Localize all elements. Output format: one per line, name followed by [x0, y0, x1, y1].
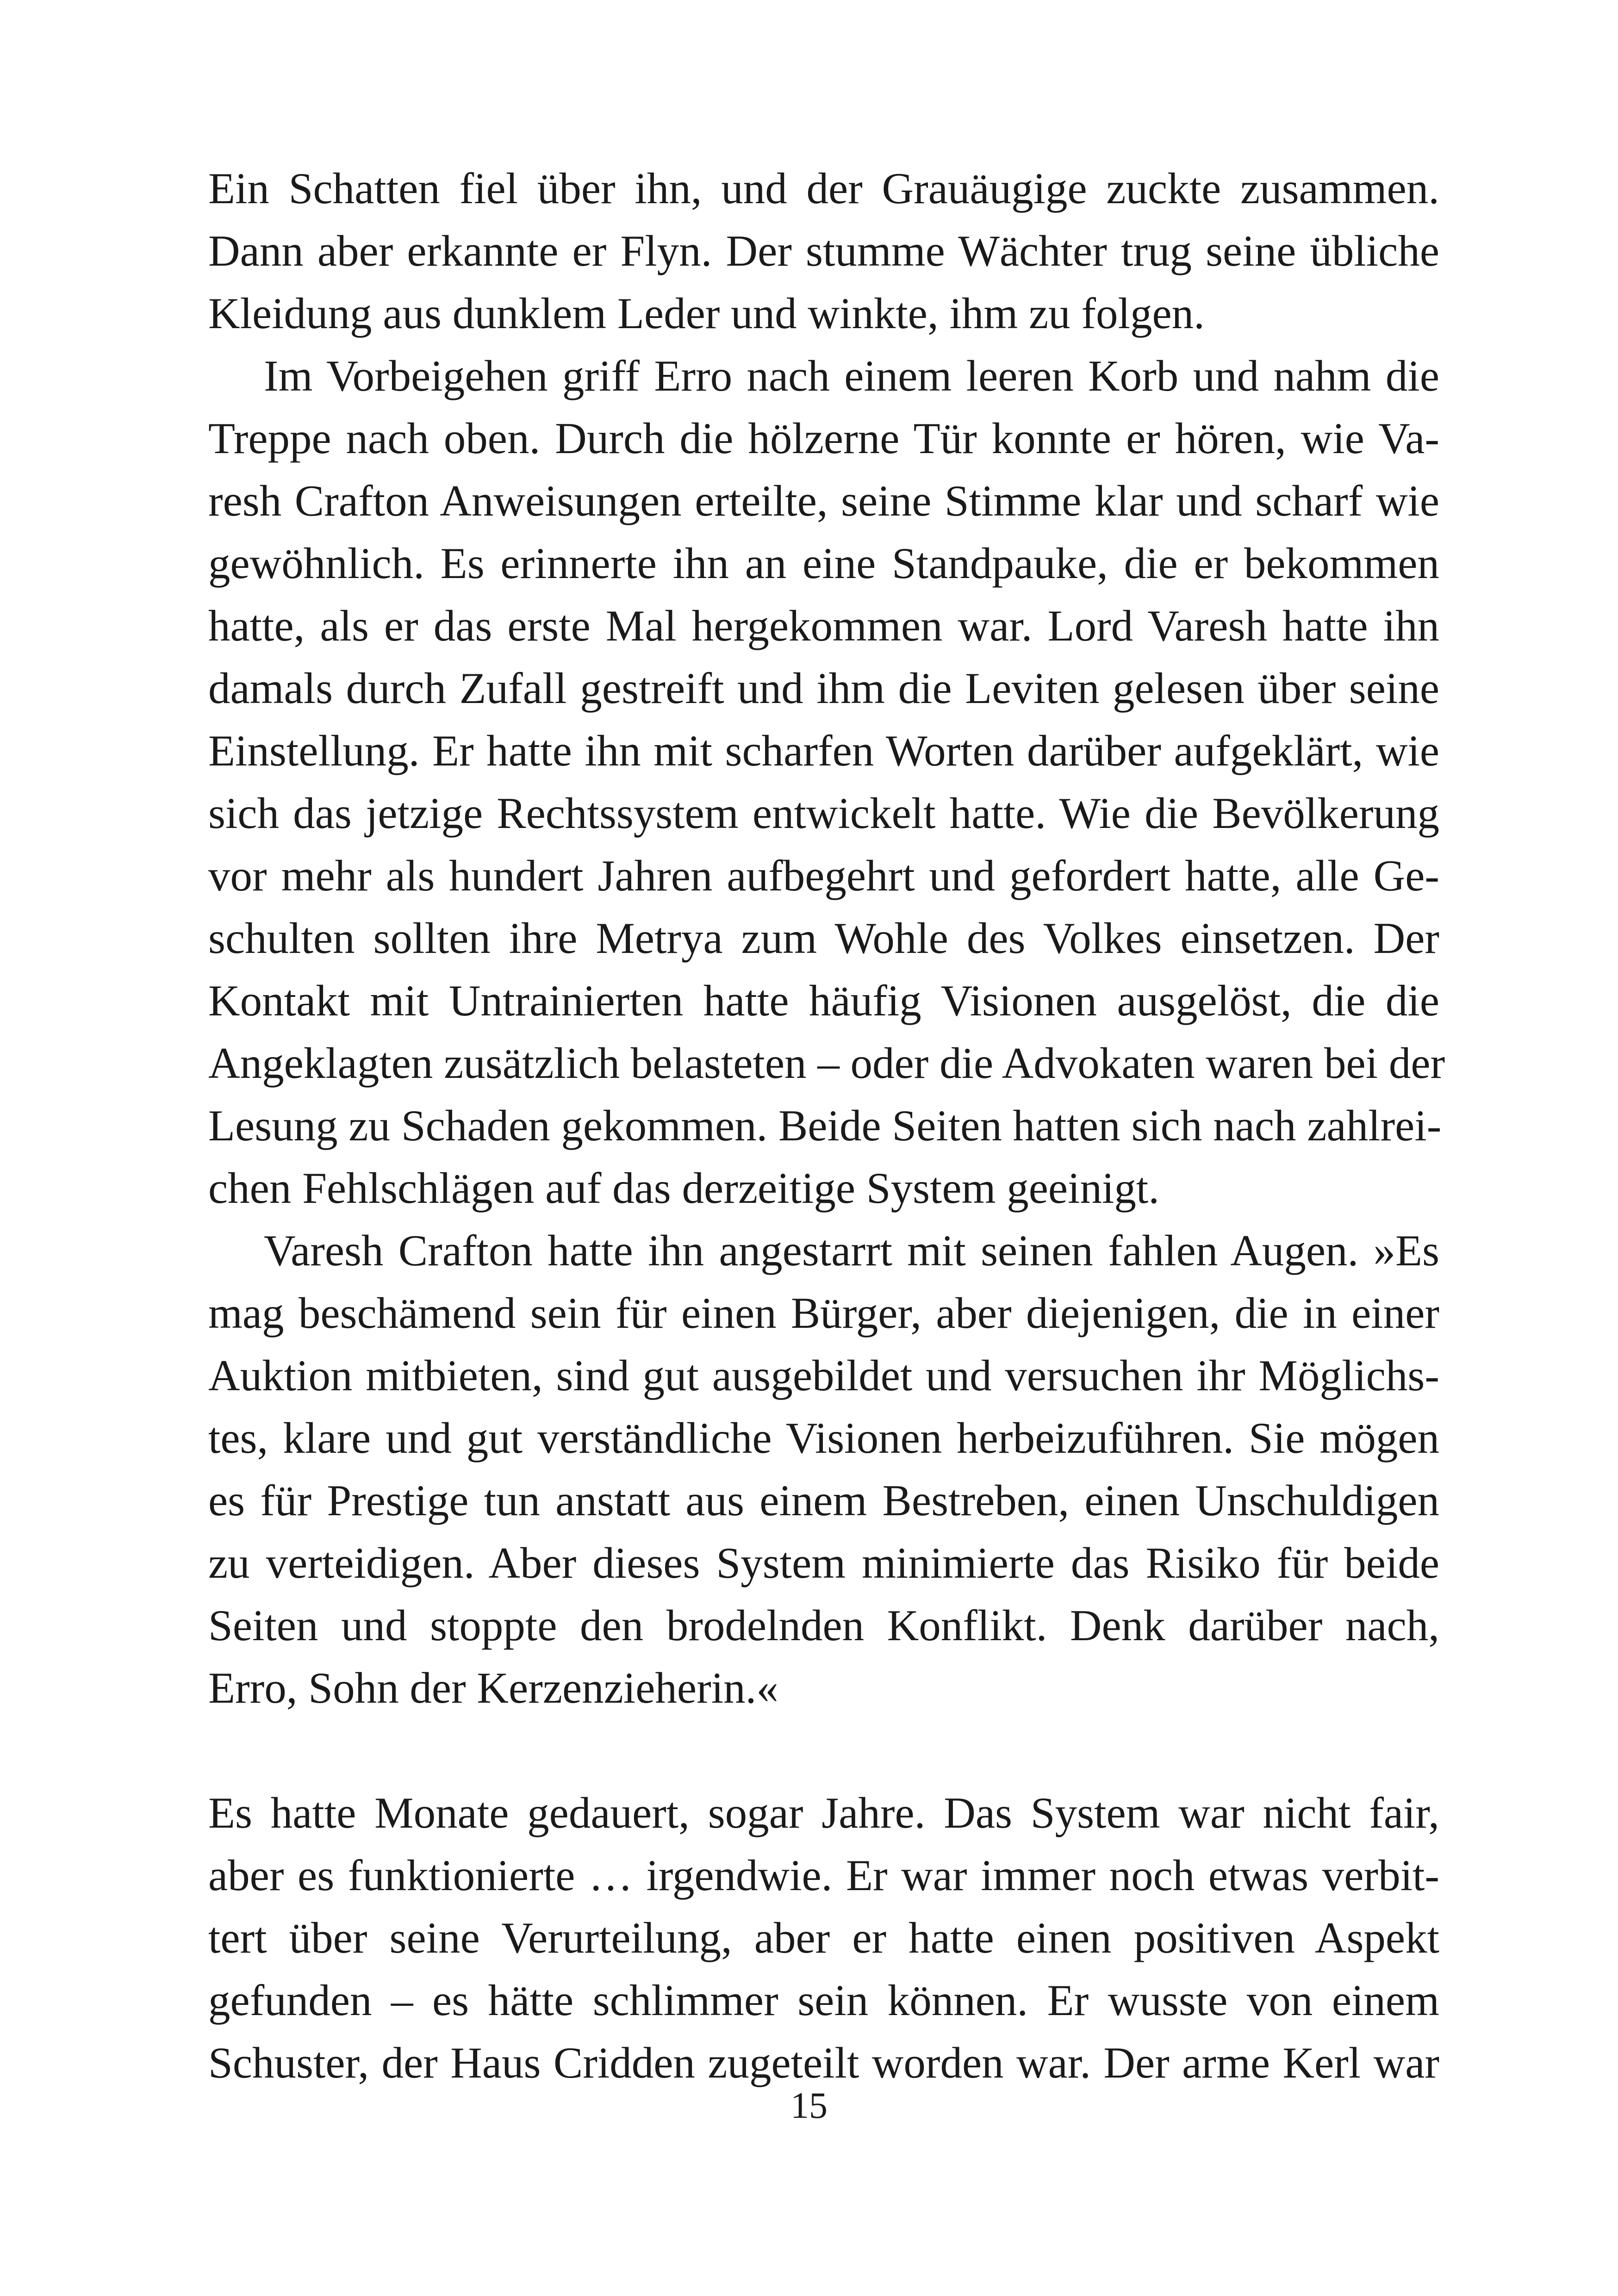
text-line: Varesh Crafton hatte ihn angestarrt mit seinen fahlen Augen. »Es [264, 1226, 1439, 1275]
text-line: Schuster, der Haus Cridden zugeteilt worden war. Der arme Kerl war [208, 2038, 1439, 2087]
text-line: Im Vorbeigehen griff Erro nach einem leeren Korb und nahm die [264, 351, 1439, 400]
text-line: chen Fehlschlägen auf das derzeitige System geeinigt. [208, 1164, 1160, 1213]
book-page-text [208, 157, 1445, 2094]
text-line: hatte, als er das erste Mal hergekommen war. Lord Varesh hatte ihn [208, 601, 1439, 650]
text-line: Erro, Sohn der Kerzenzieherin.« [208, 1663, 778, 1712]
text-line: mag beschämend sein für einen Bürger, aber diejenigen, die in einer [208, 1288, 1439, 1338]
text-line: Es hatte Monate gedauert, sogar Jahre. Das System war nicht fair, [208, 1788, 1439, 1837]
text-line: es für Prestige tun anstatt aus einem Bestreben, einen Unschuldigen [208, 1476, 1439, 1525]
text-line: Dann aber erkannte er Flyn. Der stumme Wächter trug seine übliche [208, 226, 1439, 275]
text-line: tert über seine Verurteilung, aber er hatte einen positiven Aspekt [208, 1913, 1439, 1962]
text-line: resh Crafton Anweisungen erteilte, seine Stimme klar und scharf wie [208, 476, 1439, 525]
text-line: Kontakt mit Untrainierten hatte häufig Visionen ausgelöst, die die [208, 976, 1439, 1025]
text-line: aber es funktionierte … irgendwie. Er war immer noch etwas verbit- [208, 1851, 1439, 1900]
text-line: Treppe nach oben. Durch die hölzerne Tür konnte er hören, wie Va- [208, 414, 1439, 463]
text-line: Lesung zu Schaden gekommen. Beide Seiten hatten sich nach zahlrei- [208, 1101, 1442, 1150]
text-line: vor mehr als hundert Jahren aufbegehrt und gefordert hatte, alle Ge- [208, 851, 1439, 900]
text-line: sich das jetzige Rechtssystem entwickelt hatte. Wie die Bevölkerung [208, 789, 1439, 838]
text-line: Ein Schatten fiel über ihn, und der Grauäugige zuckte zusammen. [208, 164, 1439, 213]
text-line: tes, klare und gut verständliche Visionen herbeizuführen. Sie mögen [208, 1413, 1439, 1462]
text-line: Auktion mitbieten, sind gut ausgebildet und versuchen ihr Möglichs- [208, 1351, 1439, 1400]
text-line: Angeklagten zusätzlich belasteten – oder die Advokaten waren bei der [208, 1039, 1445, 1088]
text-line: Einstellung. Er hatte ihn mit scharfen Worten darüber aufgeklärt, wie [208, 726, 1439, 775]
text-line: Seiten und stoppte den brodelnden Konflikt. Denk darüber nach, [208, 1601, 1439, 1650]
text-line: Kleidung aus dunklem Leder und winkte, ihm zu folgen. [208, 289, 1205, 338]
text-line: schulten sollten ihre Metrya zum Wohle des Volkes einsetzen. Der [208, 914, 1439, 963]
text-line: zu verteidigen. Aber dieses System minimierte das Risiko für beide [208, 1538, 1439, 1587]
text-line: damals durch Zufall gestreift und ihm die Leviten gelesen über seine [208, 664, 1439, 713]
section-break [208, 1719, 1439, 1782]
page-number: 15 [790, 2085, 828, 2126]
text-line: gewöhnlich. Es erinnerte ihn an eine Standpauke, die er bekommen [208, 539, 1439, 588]
text-line: gefunden – es hätte schlimmer sein können. Er wusste von einem [208, 1976, 1439, 2025]
